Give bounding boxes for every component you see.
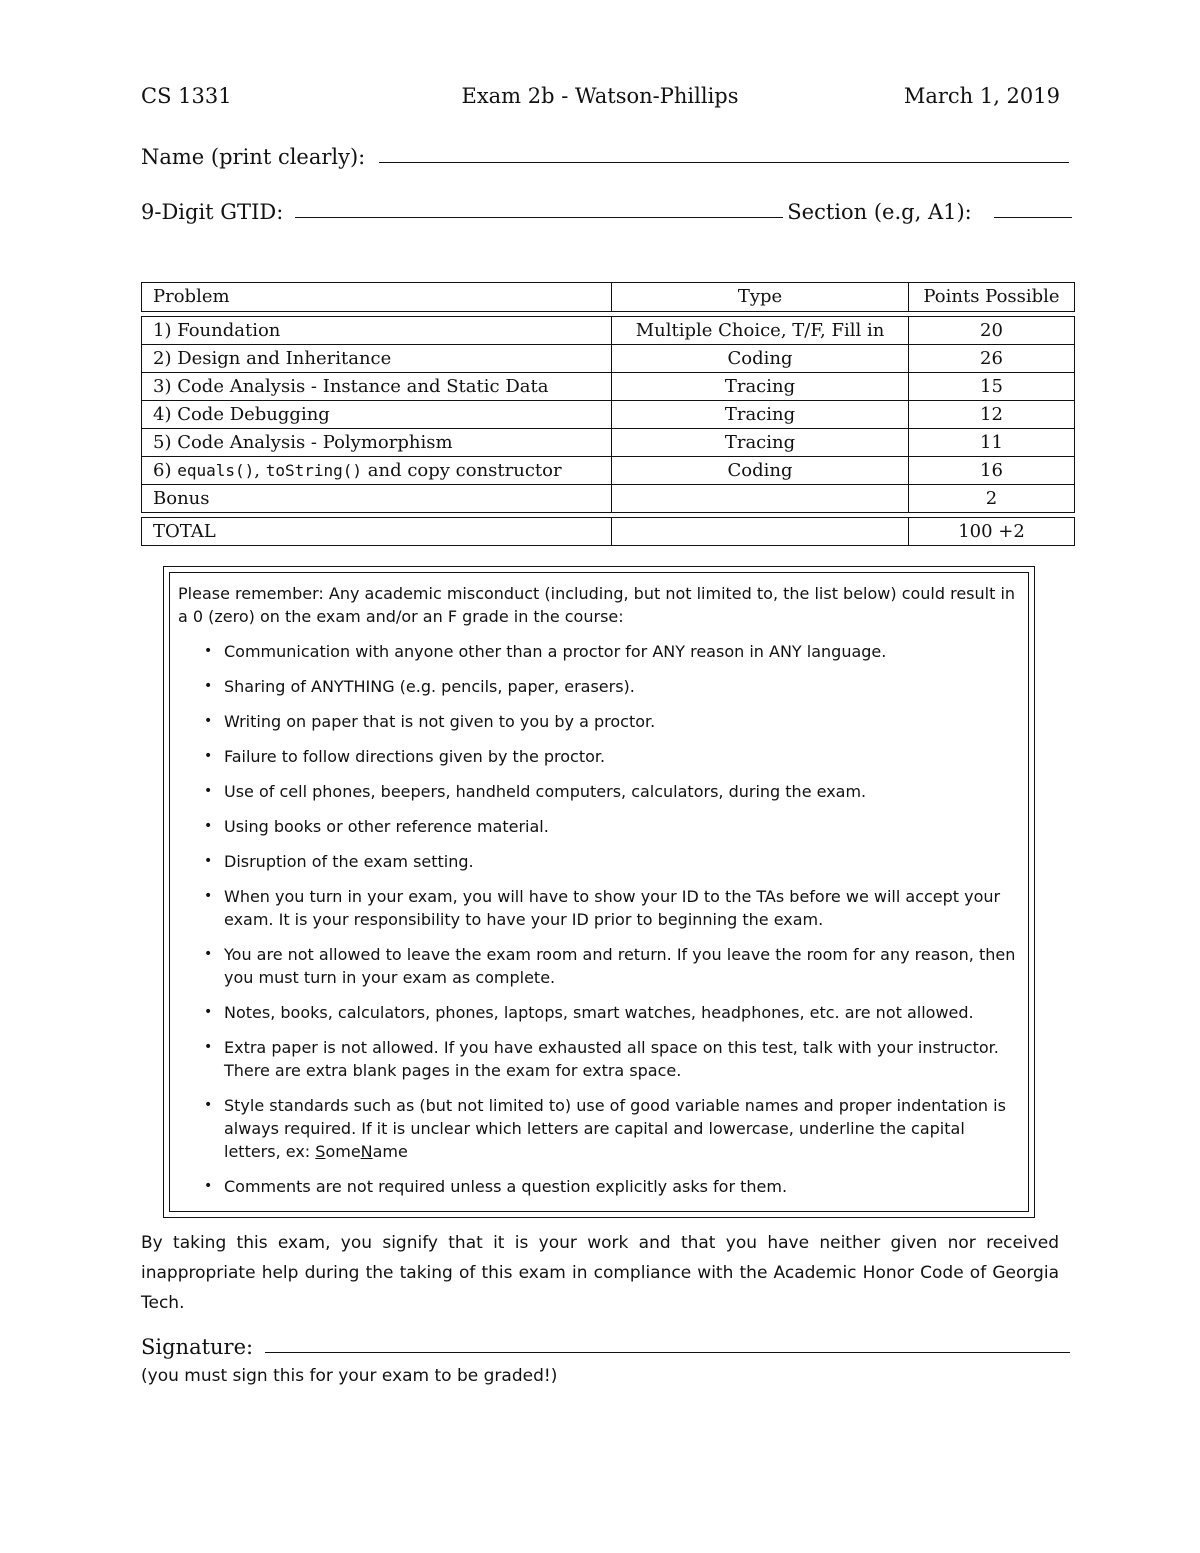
table-row (142, 345, 1075, 373)
problem-cell: 2) Design and Inheritance (142, 345, 612, 373)
bullet-icon: • (204, 748, 213, 764)
list-item (204, 943, 1020, 989)
bullet-icon: • (204, 678, 213, 694)
type-cell: Tracing (612, 429, 909, 457)
points-cell: 26 (909, 345, 1075, 373)
points-cell: 12 (909, 401, 1075, 429)
list-item (204, 1036, 1020, 1082)
code-equals: equals() (177, 460, 255, 480)
section-label: Section (e.g, A1): (787, 200, 972, 224)
type-cell: Coding (612, 457, 909, 485)
table-row (142, 485, 1075, 513)
points-cell: 15 (909, 373, 1075, 401)
example-capital-n: N (360, 1142, 373, 1161)
type-cell (612, 485, 909, 513)
list-item (204, 885, 1020, 931)
problem-cell: 5) Code Analysis - Polymorphism (142, 429, 612, 457)
example-text: ame (372, 1142, 408, 1161)
rule-text: Use of cell phones, beepers, handheld computers, calculators, during the exam. (224, 782, 867, 801)
honor-statement: By taking this exam, you signify that it is your work and that you have neither given nor received inappropriate help during the taking of this exam in compliance with the Academic Honor Code of Georgia Tech. (141, 1233, 1059, 1313)
table-header-row (142, 283, 1075, 312)
points-cell: 20 (909, 317, 1075, 345)
rule-text: Comments are not required unless a question explicitly asks for them. (224, 1177, 788, 1196)
name-row (141, 145, 1069, 169)
type-cell: Tracing (612, 401, 909, 429)
bullet-icon: • (204, 818, 213, 834)
problem-prefix: 6) (153, 459, 178, 481)
list-item (204, 710, 1020, 733)
list-item (204, 675, 1020, 698)
problem-cell (142, 457, 612, 485)
list-item (204, 850, 1020, 873)
rule-text: Notes, books, calculators, phones, laptops, smart watches, headphones, etc. are not allowed. (224, 1003, 974, 1022)
header-points: Points Possible (909, 283, 1075, 312)
misconduct-notice-inner (169, 572, 1029, 1212)
list-item (204, 745, 1020, 768)
list-item (204, 1175, 1020, 1198)
section-field[interactable] (994, 217, 1072, 218)
bullet-icon: • (204, 946, 213, 962)
rule-text: Writing on paper that is not given to you by a proctor. (224, 712, 656, 731)
rule-text: Sharing of ANYTHING (e.g. pencils, paper, erasers). (224, 677, 635, 696)
bullet-icon: • (204, 783, 213, 799)
problem-suffix: and copy constructor (362, 459, 562, 481)
rule-text: Communication with anyone other than a proctor for ANY reason in ANY language. (224, 642, 887, 661)
bullet-icon: • (204, 1004, 213, 1020)
problem-cell: Bonus (142, 485, 612, 513)
rules-list (178, 640, 1020, 1198)
problem-cell: 1) Foundation (142, 317, 612, 345)
gtid-row (141, 200, 1072, 224)
gtid-field[interactable] (295, 217, 783, 218)
problem-separator: , (254, 459, 266, 481)
exam-date: March 1, 2019 (903, 84, 1060, 108)
header-type: Type (612, 283, 909, 312)
total-row (142, 518, 1075, 546)
bullet-icon: • (204, 853, 213, 869)
rule-text: Using books or other reference material. (224, 817, 549, 836)
example-text: ome (325, 1142, 361, 1161)
notice-intro: Please remember: Any academic misconduct (including, but not limited to, the list below) could result in a 0 (zero) on the exam and/or an F grade in the course: (178, 584, 1016, 626)
table-row (142, 317, 1075, 345)
signature-field[interactable] (265, 1352, 1070, 1353)
type-cell: Coding (612, 345, 909, 373)
bullet-icon: • (204, 643, 213, 659)
type-cell: Tracing (612, 373, 909, 401)
course-code: CS 1331 (141, 84, 232, 108)
list-item (204, 640, 1020, 663)
rule-text: When you turn in your exam, you will have to show your ID to the TAs before we will accept your exam. It is your responsibility to have your ID prior to beginning the exam. (224, 887, 1001, 929)
code-tostring: toString() (265, 460, 363, 480)
list-item (204, 1001, 1020, 1024)
list-item (204, 815, 1020, 838)
rule-text: Style standards such as (but not limited to) use of good variable names and proper indentation is always required. If it is unclear which letters are capital and lowercase, underline the capital letters, ex: (224, 1096, 1006, 1161)
bullet-icon: • (204, 1039, 213, 1055)
type-cell: Multiple Choice, T/F, Fill in (612, 317, 909, 345)
bullet-icon: • (204, 1178, 213, 1194)
points-table (141, 282, 1075, 546)
table-row (142, 429, 1075, 457)
name-label: Name (print clearly): (141, 145, 366, 169)
list-item (204, 780, 1020, 803)
exam-title: Exam 2b - Watson-Phillips (461, 84, 739, 108)
total-points: 100 +2 (909, 518, 1075, 546)
problem-cell: 4) Code Debugging (142, 401, 612, 429)
example-capital-s: S (315, 1142, 326, 1161)
points-cell: 2 (909, 485, 1075, 513)
table-row (142, 457, 1075, 485)
rule-text: Failure to follow directions given by the proctor. (224, 747, 606, 766)
total-label: TOTAL (142, 518, 612, 546)
signature-row (141, 1335, 1070, 1359)
name-field[interactable] (379, 162, 1069, 163)
signature-note: (you must sign this for your exam to be graded!) (141, 1366, 558, 1386)
bullet-icon: • (204, 888, 213, 904)
misconduct-notice (163, 566, 1035, 1218)
rule-text: Disruption of the exam setting. (224, 852, 474, 871)
points-cell: 11 (909, 429, 1075, 457)
problem-cell: 3) Code Analysis - Instance and Static Data (142, 373, 612, 401)
gtid-label: 9-Digit GTID: (141, 200, 284, 224)
bullet-icon: • (204, 713, 213, 729)
list-item (204, 1094, 1020, 1163)
signature-label: Signature: (141, 1335, 254, 1359)
total-type (612, 518, 909, 546)
table-row (142, 401, 1075, 429)
points-cell: 16 (909, 457, 1075, 485)
bullet-icon: • (204, 1097, 213, 1113)
header-problem: Problem (142, 283, 612, 312)
rule-text: Extra paper is not allowed. If you have exhausted all space on this test, talk with your instructor. There are extra blank pages in the exam for extra space. (224, 1038, 999, 1080)
table-row (142, 373, 1075, 401)
rule-text: You are not allowed to leave the exam room and return. If you leave the room for any reason, then you must turn in your exam as complete. (224, 945, 1016, 987)
